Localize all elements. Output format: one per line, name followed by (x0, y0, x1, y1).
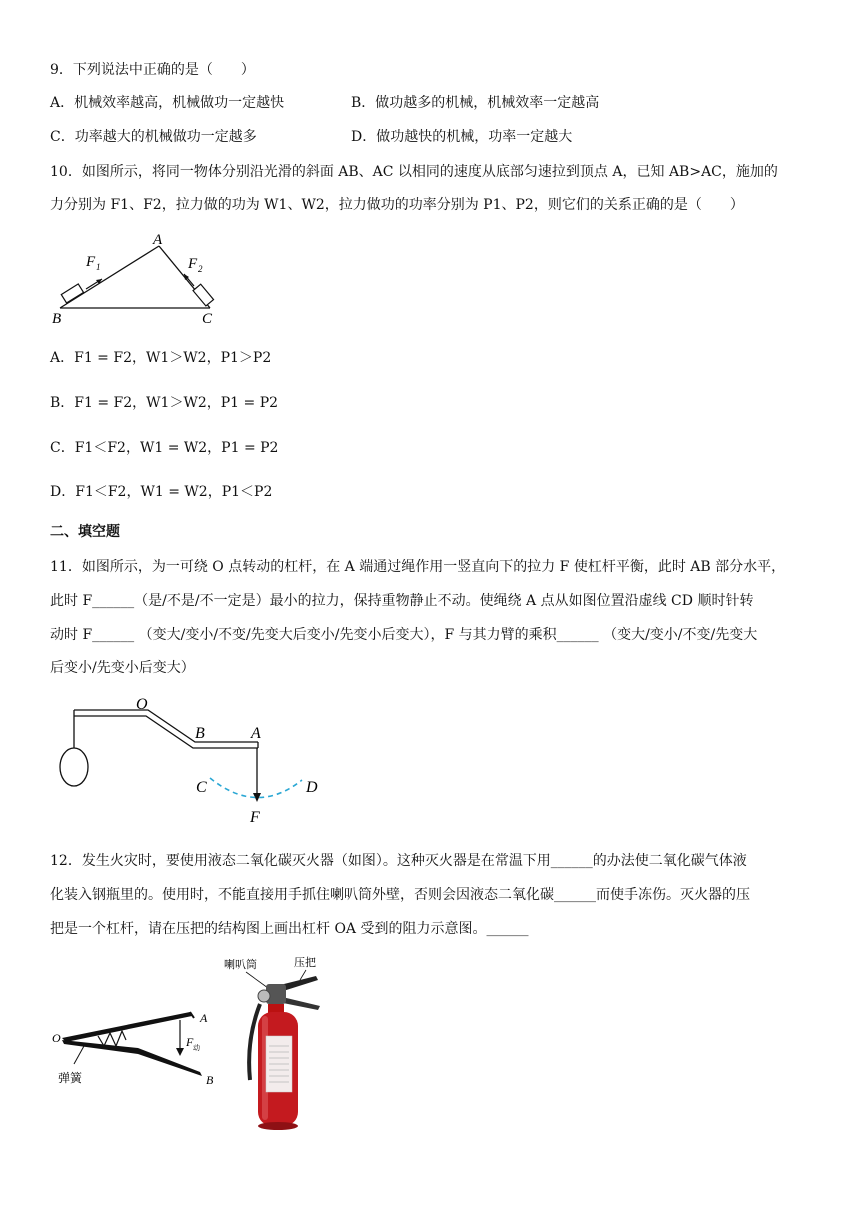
q10-label-f2-sub: 2 (198, 264, 203, 274)
fire-extinguisher-image (220, 950, 340, 1136)
q10-label-a: A (153, 232, 163, 248)
q9-option-c: C．功率越大的机械做功一定越多 (50, 129, 257, 145)
q11-line3: 动时 F______ （变大/变小/不变/先变大后变小/先变小后变大），F 与其力臂的乘积______ （变大/变小/不变/先变大 (50, 627, 758, 643)
q10-option-b: B．F1 = F2，W1＞W2，P1 = P2 (50, 395, 279, 411)
q9-option-a: A．机械效率越高，机械做功一定越快 (50, 95, 285, 111)
q10-incline-figure (50, 228, 230, 328)
q9-option-b: B．做功越多的机械，机械效率一定越高 (351, 95, 600, 111)
q12-line2: 化装入钢瓶里的。使用时，不能直接用手抓住喇叭筒外壁，否则会因液态二氧化碳______而使手冻伤。灭火器的压 (50, 887, 750, 903)
q11-label-c: C (196, 779, 207, 796)
q11-label-a: A (251, 725, 261, 742)
q12-handle-diagram (50, 1000, 230, 1095)
q12-line3: 把是一个杠杆，请在压把的结构图上画出杠杆 OA 受到的阻力示意图。______ (50, 921, 529, 937)
q10-stem-line1: 10．如图所示，将同一物体分别沿光滑的斜面 AB、AC 以相同的速度从底部匀速拉到顶点 A，已知 AB>AC，施加的 (50, 164, 778, 180)
q9-stem: 9．下列说法中正确的是（ ） (50, 62, 255, 78)
q10-option-a: A．F1 = F2，W1＞W2，P1＞P2 (50, 350, 272, 366)
q10-label-f2: F (188, 256, 198, 272)
q11-line2: 此时 F______（是/不是/不一定是）最小的拉力，保持重物静止不动。使绳绕 A 点从如图位置沿虚线 CD 顺时针转 (50, 593, 754, 609)
q12-label-spring: 弹簧 (58, 1071, 83, 1085)
q11-line4: 后变小/先变小后变大） (50, 660, 195, 676)
q12-label-fdong-sub: 动 (193, 1044, 200, 1052)
q11-label-b: B (195, 725, 205, 742)
q10-stem-line2: 力分别为 F1、F2，拉力做的功为 W1、W2，拉力做功的功率分别为 P1、P2，则它们的关系正确的是（ ） (50, 197, 744, 213)
q10-label-f1-sub: 1 (96, 262, 101, 272)
q10-option-c: C．F1＜F2，W1 = W2，P1 = P2 (50, 440, 279, 456)
q10-label-c: C (202, 311, 213, 327)
q12-label-o: O (52, 1031, 61, 1045)
q12-label-nozzle: 喇叭筒 (224, 958, 257, 971)
q11-lever-figure (50, 692, 340, 827)
q11-label-f: F (250, 809, 260, 826)
q11-label-o: O (136, 696, 148, 713)
q12-line1: 12．发生火灾时，要使用液态二氧化碳灭火器（如图）。这种灭火器是在常温下用______的办法使二氧化碳气体液 (50, 853, 747, 869)
q9-option-d: D．做功越快的机械，功率一定越大 (351, 129, 573, 145)
q12-label-b: B (206, 1073, 214, 1087)
q10-label-b: B (52, 311, 62, 327)
q12-label-a: A (200, 1011, 208, 1025)
q11-label-d: D (306, 779, 318, 796)
q12-label-fdong: F (186, 1035, 194, 1049)
q10-label-f1: F (86, 254, 96, 270)
section-fill-in-title: 二、填空题 (50, 524, 120, 540)
q10-option-d: D．F1＜F2，W1 = W2，P1＜P2 (50, 484, 273, 500)
q12-label-handle: 压把 (294, 956, 316, 969)
q11-line1: 11．如图所示，为一可绕 O 点转动的杠杆，在 A 端通过绳作用一竖直向下的拉力 F 使杠杆平衡，此时 AB 部分水平， (50, 559, 786, 575)
